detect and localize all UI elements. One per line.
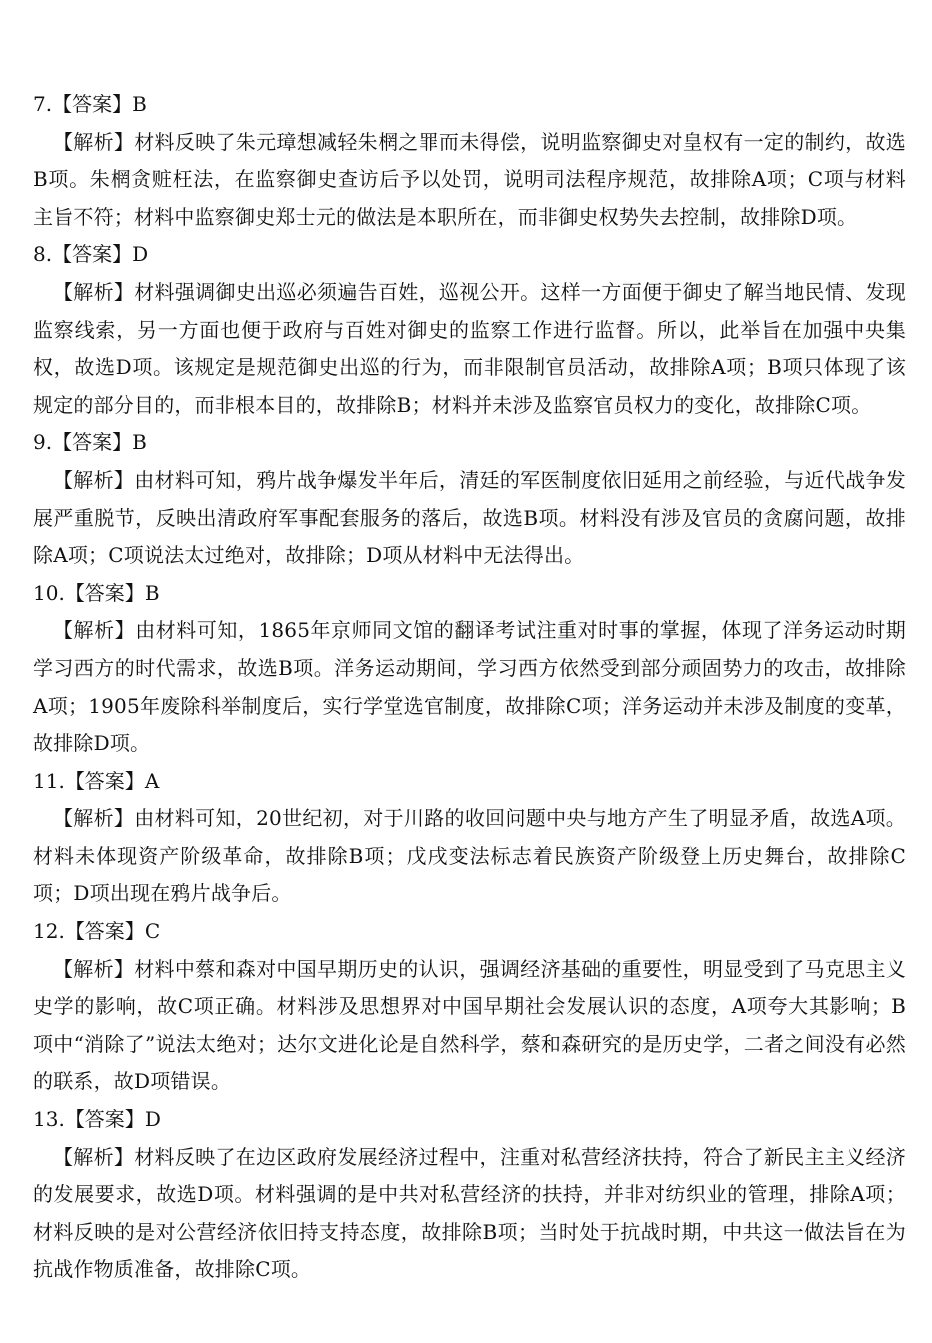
- answer-analysis-list: [33, 86, 906, 1289]
- analysis-label: 【解析】: [53, 129, 135, 154]
- answer-line: [33, 86, 906, 124]
- analysis-paragraph: [33, 462, 906, 575]
- analysis-label: 【解析】: [53, 956, 135, 981]
- answer-line: [33, 424, 906, 462]
- answer-label: 【答案】: [64, 1107, 145, 1132]
- answer-value: A: [144, 768, 160, 793]
- answer-label: 【答案】: [64, 768, 145, 793]
- analysis-label: 【解析】: [53, 279, 135, 304]
- analysis-paragraph: [33, 124, 906, 237]
- analysis-paragraph: [33, 274, 906, 424]
- analysis-text: 材料反映了朱元璋想减轻朱棢之罪而未得偿，说明监察御史对皇权有一定的制约，故选B项。朱棢贪赃枉法，在监察御史查访后予以处罚，说明司法程序规范，故排除A项；C项与材料主旨不符；材料中监察御史郑士元的做法是本职所在，而非御史权势失去控制，故排除D项。: [33, 129, 906, 229]
- answer-value: D: [132, 242, 149, 267]
- question-item: [33, 236, 906, 424]
- analysis-label: 【解析】: [53, 1144, 135, 1169]
- analysis-paragraph: [33, 1139, 906, 1289]
- analysis-text: 由材料可知，1865年京师同文馆的翻译考试注重对时事的掌握，体现了洋务运动时期学习西方的时代需求，故选B项。洋务运动期间，学习西方依然受到部分顽固势力的攻击，故排除A项；1905年废除科举制度后，实行学堂选官制度，故排除C项；洋务运动并未涉及制度的变革，故排除D项。: [33, 618, 906, 756]
- analysis-text: 材料强调御史出巡必须遍告百姓，巡视公开。这样一方面便于御史了解当地民情、发现监察线索，另一方面也便于政府与百姓对御史的监察工作进行监督。所以，此举旨在加强中央集权，故选D项。该规定是规范御史出巡的行为，而非限制官员活动，故排除A项；B项只体现了该规定的部分目的，而非根本目的，故排除B；材料并未涉及监察官员权力的变化，故排除C项。: [33, 279, 906, 417]
- question-item: [33, 424, 906, 574]
- question-item: [33, 575, 906, 763]
- analysis-text: 材料中蔡和森对中国早期历史的认识，强调经济基础的重要性，明显受到了马克思主义史学的影响，故C项正确。材料涉及思想界对中国早期社会发展认识的态度，A项夸大其影响；B项中“消除了”说法太绝对；达尔文进化论是自然科学，蔡和森研究的是历史学，二者之间没有必然的联系，故D项错误。: [33, 956, 906, 1094]
- analysis-text: 由材料可知，20世纪初，对于川路的收回问题中央与地方产生了明显矛盾，故选A项。材料未体现资产阶级革命，故排除B项；戊戌变法标志着民族资产阶级登上历史舞台，故排除C项；D项出现在鸦片战争后。: [33, 806, 906, 906]
- answer-value: C: [144, 919, 161, 944]
- analysis-label: 【解析】: [53, 467, 135, 492]
- answer-line: [33, 1101, 906, 1139]
- answer-label: 【答案】: [52, 430, 133, 455]
- analysis-paragraph: [33, 612, 906, 762]
- question-item: [33, 913, 906, 1101]
- analysis-text: 由材料可知，鸦片战争爆发半年后，清廷的军医制度依旧延用之前经验，与近代战争发展严重脱节，反映出清政府军事配套服务的落后，故选B项。材料没有涉及官员的贪腐问题，故排除A项；C项说法太过绝对，故排除；D项从材料中无法得出。: [33, 467, 906, 568]
- question-number: 9.: [33, 430, 53, 455]
- answer-line: [33, 575, 906, 613]
- analysis-text: 材料反映了在边区政府发展经济过程中，注重对私营经济扶持，符合了新民主主义经济的发展要求，故选D项。材料强调的是中共对私营经济的扶持，并非对纺织业的管理，排除A项；材料反映的是对公营经济依旧持支持态度，故排除B项；当时处于抗战时期，中共这一做法旨在为抗战作物质准备，故排除C项。: [33, 1144, 906, 1282]
- answer-label: 【答案】: [64, 580, 145, 605]
- answer-line: [33, 236, 906, 274]
- analysis-paragraph: [33, 951, 906, 1101]
- analysis-label: 【解析】: [53, 618, 136, 643]
- answer-line: [33, 913, 906, 951]
- question-item: [33, 763, 906, 913]
- question-number: 7.: [33, 92, 53, 116]
- question-number: 10.: [33, 580, 65, 605]
- answer-value: B: [144, 580, 160, 605]
- analysis-paragraph: [33, 800, 906, 913]
- question-number: 11.: [33, 768, 65, 793]
- answer-value: B: [132, 92, 147, 116]
- answer-label: 【答案】: [52, 92, 133, 116]
- question-item: [33, 86, 906, 236]
- answer-value: D: [144, 1107, 161, 1132]
- question-number: 8.: [33, 242, 53, 267]
- question-number: 13.: [33, 1107, 65, 1132]
- answer-value: B: [132, 430, 147, 455]
- answer-label: 【答案】: [52, 242, 133, 267]
- question-item: [33, 1101, 906, 1289]
- answer-line: [33, 763, 906, 801]
- question-number: 12.: [33, 919, 65, 944]
- answer-label: 【答案】: [64, 919, 145, 944]
- analysis-label: 【解析】: [53, 806, 135, 831]
